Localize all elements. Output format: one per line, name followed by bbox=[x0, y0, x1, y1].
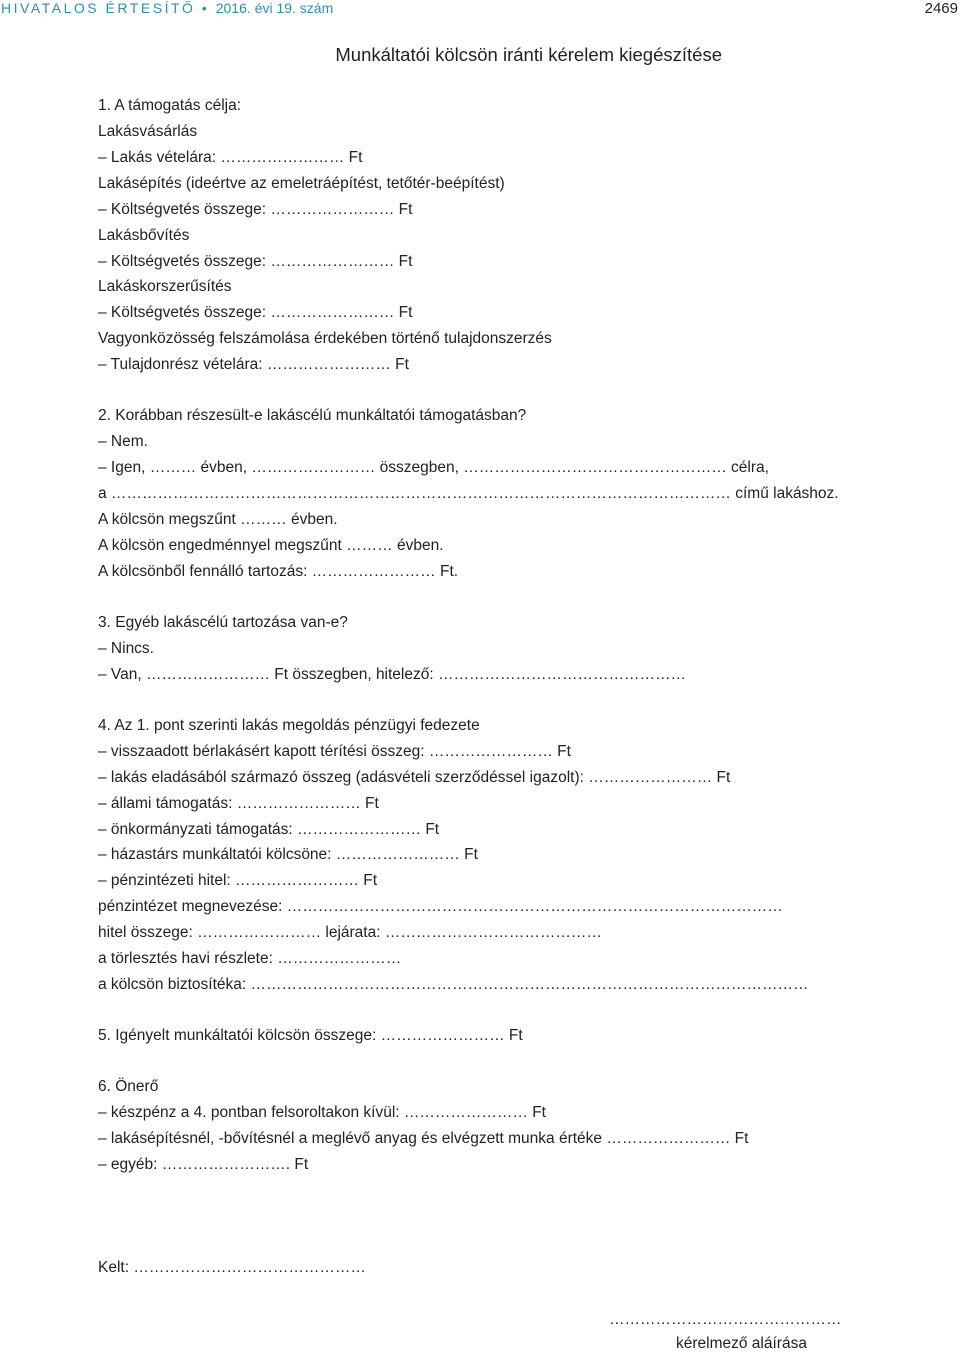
field-berlakas: – visszaadott bérlakásért kapott térítési összeg: …………………… Ft bbox=[98, 743, 571, 760]
field-tulajdonresz: – Tulajdonrész vételára: …………………… Ft bbox=[98, 356, 409, 373]
item-vagyonkozosseg: Vagyonközösség felszámolása érdekében történő tulajdonszerzés bbox=[98, 330, 552, 347]
field-biztositek: a kölcsön biztosítéka: ……………………………………………………………………………………………… bbox=[98, 976, 809, 993]
field-lakas-eladas: – lakás eladásából származó összeg (adásvételi szerződéssel igazolt): …………………… Ft bbox=[98, 769, 731, 786]
header-bullet: • bbox=[201, 0, 210, 16]
field-penzintezeti-hitel: – pénzintézeti hitel: …………………… Ft bbox=[98, 872, 378, 889]
item-lakasbovites: Lakásbővítés bbox=[98, 227, 190, 244]
option-nincs: – Nincs. bbox=[98, 640, 154, 657]
field-anyag-munka: – lakásépítésnél, -bővítésnél a meglévő anyag és elvégzett munka értéke …………………… Ft bbox=[98, 1130, 749, 1147]
section-3-heading: 3. Egyéb lakáscélú tartozása van-e? bbox=[98, 614, 348, 631]
journal-header bbox=[1, 0, 333, 16]
field-koltsegvetes-2: – Költségvetés összege: …………………… Ft bbox=[98, 253, 413, 270]
field-tartozas: A kölcsönből fennálló tartozás: …………………… Ft. bbox=[98, 563, 459, 580]
page-header bbox=[0, 0, 960, 20]
page-title: Munkáltatói kölcsön iránti kérelem kiegészítése bbox=[335, 44, 722, 65]
section-1-heading: 1. A támogatás célja: bbox=[98, 97, 242, 114]
section-4-heading: 4. Az 1. pont szerinti lakás megoldás pénzügyi fedezete bbox=[98, 717, 480, 734]
issue-label: 2016. évi 19. szám bbox=[215, 0, 334, 16]
item-lakasepites: Lakásépítés (ideértve az emeletráépítést, tetőtér-beépítést) bbox=[98, 175, 505, 192]
field-koltsegvetes-3: – Költségvetés összege: …………………… Ft bbox=[98, 304, 413, 321]
field-egyeb: – egyéb: ……………………. Ft bbox=[98, 1156, 309, 1173]
field-lakas-vetelara: – Lakás vételára: …………………… Ft bbox=[98, 149, 363, 166]
field-megszunt: A kölcsön megszűnt ……… évben. bbox=[98, 511, 338, 528]
journal-name: HIVATALOS ÉRTESÍTŐ bbox=[1, 0, 196, 16]
field-onkormanyzati-tamogatas: – önkormányzati támogatás: …………………… Ft bbox=[98, 821, 440, 838]
item-lakaskorszerusites: Lakáskorszerűsítés bbox=[98, 278, 232, 295]
option-nem: – Nem. bbox=[98, 433, 148, 450]
section-5-heading: 5. Igényelt munkáltatói kölcsön összege: …………………… Ft bbox=[98, 1027, 523, 1044]
page-number: 2469 bbox=[924, 0, 958, 17]
field-keszpenz: – készpénz a 4. pontban felsoroltakon kívül: …………………… Ft bbox=[98, 1104, 546, 1121]
section-6-heading: 6. Önerő bbox=[98, 1078, 159, 1095]
field-koltsegvetes-1: – Költségvetés összege: …………………… Ft bbox=[98, 201, 413, 218]
signature-line: ……………………………………… bbox=[609, 1311, 842, 1328]
field-penzintezet-nev: pénzintézet megnevezése: …………………………………………………………………………………… bbox=[98, 898, 783, 915]
option-igen: – Igen, ……… évben, …………………… összegben, …………………………………………… célra, bbox=[98, 459, 769, 476]
field-hazastars-kolcson: – házastárs munkáltatói kölcsöne: …………………… Ft bbox=[98, 846, 478, 863]
section-2-heading: 2. Korábban részesült-e lakáscélú munkáltatói támogatásban? bbox=[98, 407, 527, 424]
option-van: – Van, …………………… Ft összegben, hitelező: ………………………………………… bbox=[98, 666, 686, 683]
field-lakashoz: a ………………………………………………………………………………………………………… című lakáshoz. bbox=[98, 485, 839, 502]
field-allami-tamogatas: – állami támogatás: …………………… Ft bbox=[98, 795, 379, 812]
item-lakasvasarlas: Lakásvásárlás bbox=[98, 123, 198, 140]
signature-label: kérelmező aláírása bbox=[676, 1335, 807, 1352]
field-kelt: Kelt: ……………………………………… bbox=[98, 1259, 366, 1276]
field-engedmennyel: A kölcsön engedménnyel megszűnt ……… évben. bbox=[98, 537, 444, 554]
field-hitel-osszege: hitel összege: …………………… lejárata: …………………………………… bbox=[98, 924, 602, 941]
field-torlesztes: a törlesztés havi részlete: …………………… bbox=[98, 950, 402, 967]
